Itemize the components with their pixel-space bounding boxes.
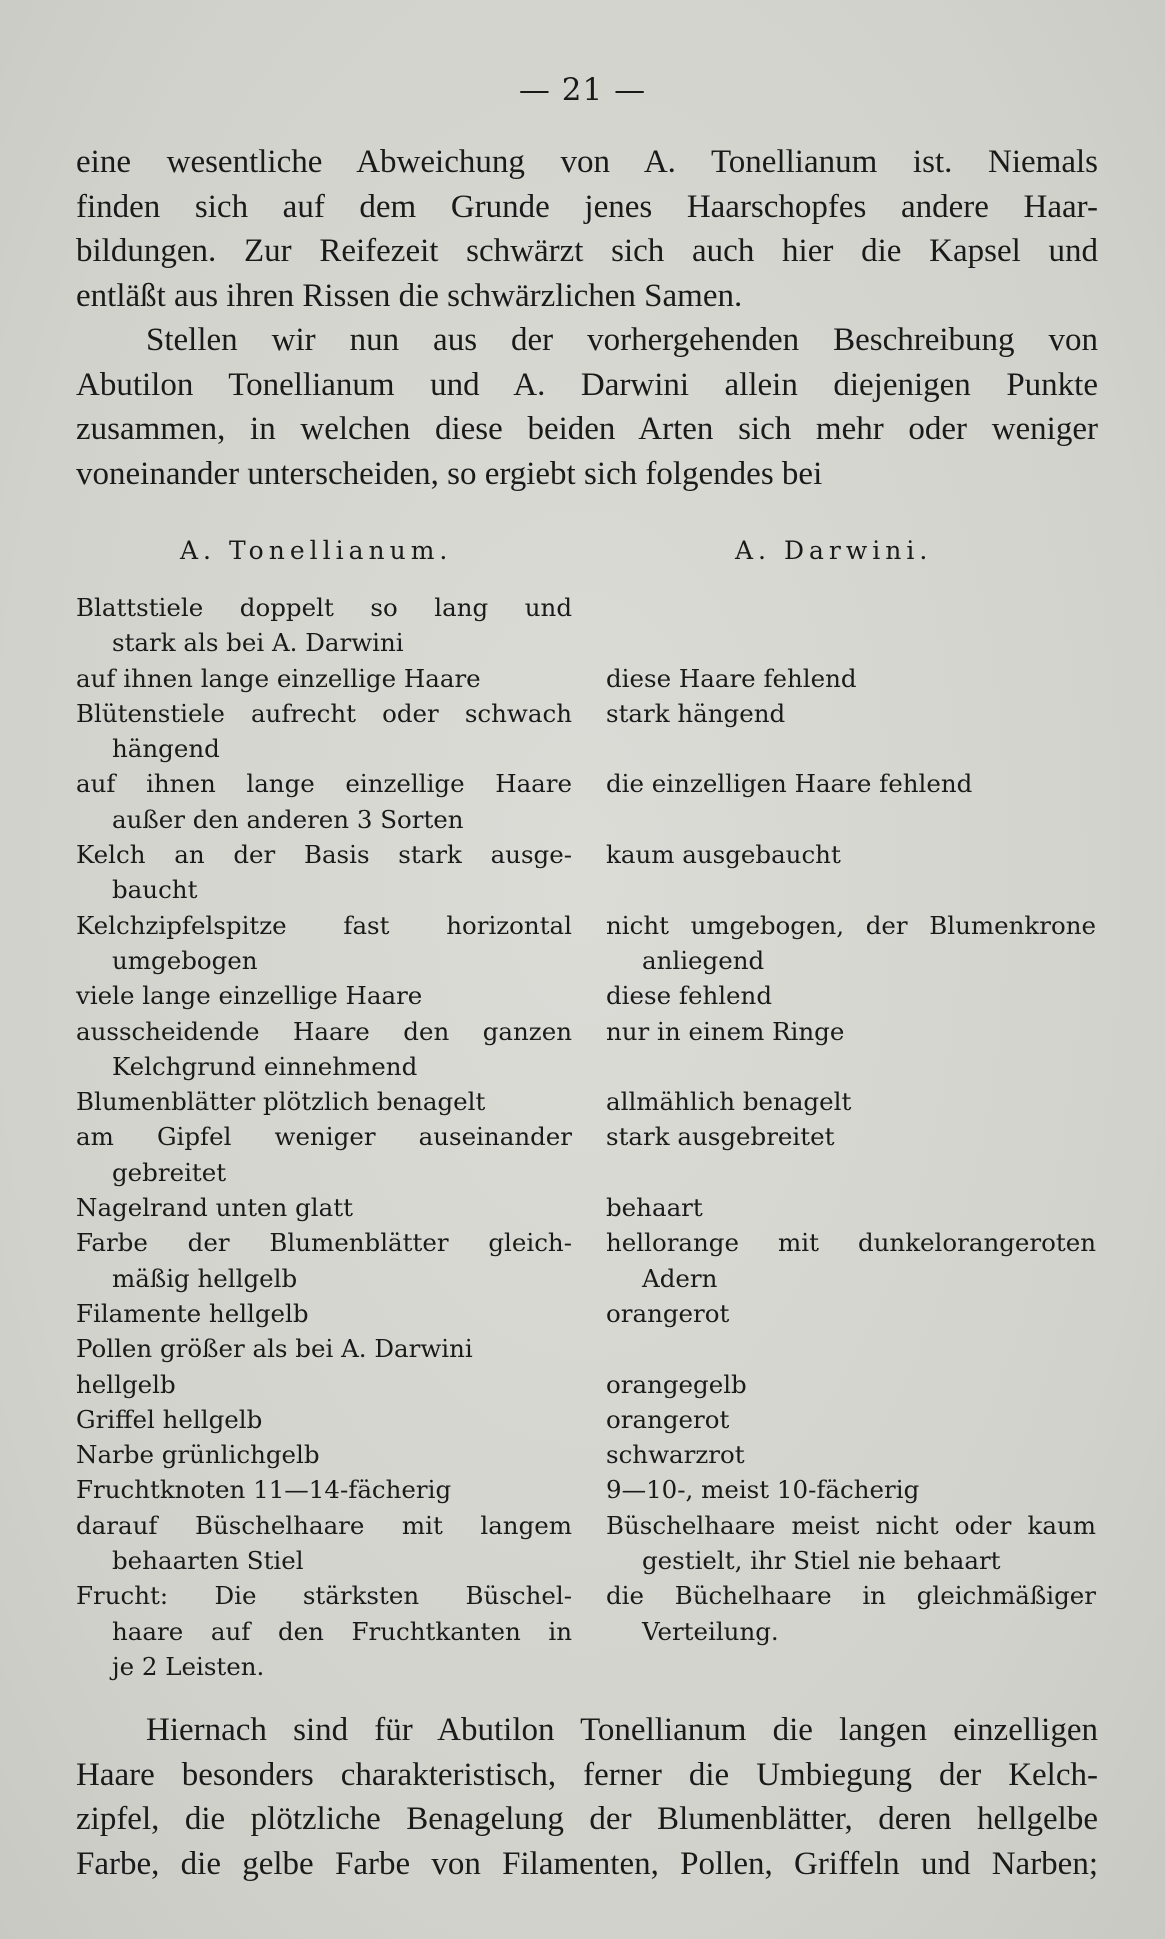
tonellianum-cell	[76, 1402, 572, 1437]
cell-line: 9—10-, meist 10-fächerig	[606, 1475, 920, 1505]
darwini-cell	[606, 1402, 1096, 1437]
tonellianum-cell	[76, 1508, 572, 1579]
right-column-heading: A. Darwini.	[735, 536, 933, 565]
cell-line: stark als bei A. Darwini	[112, 628, 404, 658]
tonellianum-cell	[76, 661, 572, 696]
comparison-row	[76, 1402, 1096, 1437]
comparison-row	[76, 1296, 1096, 1331]
cell-line: Frucht: Die stärksten Büschel-	[76, 1581, 572, 1611]
cell-line: diese Haare fehlend	[606, 663, 857, 693]
darwini-cell	[606, 1014, 1096, 1085]
cell-line: kaum ausgebaucht	[606, 840, 841, 870]
cell-line: anliegend	[642, 945, 765, 975]
text-line: voneinander unterscheiden, so ergiebt sich folgendes bei	[76, 455, 823, 492]
cell-line: die einzelligen Haare fehlend	[606, 769, 973, 799]
cell-line: Blattstiele doppelt so lang und	[76, 593, 572, 622]
tonellianum-cell	[76, 1472, 572, 1507]
comparison-row	[76, 1084, 1096, 1119]
text-line: Farbe, die gelbe Farbe von Filamenten, Pollen, Griffeln und Narben;	[76, 1845, 1098, 1882]
tonellianum-cell	[76, 1578, 572, 1684]
tonellianum-cell	[76, 1190, 572, 1225]
darwini-cell	[606, 1296, 1096, 1331]
darwini-cell	[606, 661, 1096, 696]
cell-line: orangerot	[606, 1298, 730, 1328]
tonellianum-cell	[76, 696, 572, 767]
cell-line: Nagelrand unten glatt	[76, 1193, 353, 1223]
cell-line: umgebogen	[112, 945, 258, 975]
comparison-row	[76, 1331, 1096, 1366]
comparison-row	[76, 837, 1096, 908]
cell-line: Filamente hellgelb	[76, 1298, 309, 1328]
cell-line: stark hängend	[606, 698, 786, 728]
cell-line: Kelchzipfelspitze fast horizontal	[76, 910, 572, 940]
tonellianum-cell	[76, 1014, 572, 1085]
darwini-cell	[606, 1084, 1096, 1119]
tonellianum-cell	[76, 1225, 572, 1296]
tonellianum-cell	[76, 1084, 572, 1119]
cell-line: hängend	[112, 734, 220, 764]
comparison-row	[76, 696, 1096, 767]
darwini-cell	[606, 1119, 1096, 1190]
cell-line: Büschelhaare meist nicht oder kaum	[606, 1510, 1096, 1540]
cell-line: behaart	[606, 1193, 703, 1223]
cell-line: diese fehlend	[606, 981, 773, 1011]
darwini-cell	[606, 1367, 1096, 1402]
comparison-row	[76, 590, 1096, 661]
comparison-row	[76, 1578, 1096, 1684]
cell-line: Narbe grünlichgelb	[76, 1440, 320, 1470]
comparison-row	[76, 1119, 1096, 1190]
cell-line: Blumenblätter plötzlich benagelt	[76, 1087, 486, 1117]
cell-line: je 2 Leisten.	[112, 1651, 265, 1681]
darwini-cell	[606, 1225, 1096, 1296]
comparison-row	[76, 661, 1096, 696]
cell-line: gebreitet	[112, 1157, 227, 1187]
cell-line: Pollen größer als bei A. Darwini	[76, 1334, 473, 1364]
comparison-row	[76, 1472, 1096, 1507]
darwini-cell	[606, 1508, 1096, 1579]
tonellianum-cell	[76, 908, 572, 979]
darwini-cell	[606, 837, 1096, 908]
comparison-row	[76, 908, 1096, 979]
comparison-row	[76, 1508, 1096, 1579]
cell-line: hellgelb	[76, 1369, 176, 1399]
cell-line: auf ihnen lange einzellige Haare	[76, 769, 572, 799]
darwini-cell	[606, 978, 1096, 1013]
text-line: Stellen wir nun aus der vorhergehenden Beschreibung von	[146, 322, 1098, 358]
darwini-cell	[606, 766, 1096, 837]
tonellianum-cell	[76, 1367, 572, 1402]
cell-line: nur in einem Ringe	[606, 1016, 845, 1046]
text-line: finden sich auf dem Grunde jenes Haarschopfes andere Haar-	[76, 188, 1098, 225]
text-line: bildungen. Zur Reifezeit schwärzt sich auch hier die Kapsel und	[76, 233, 1098, 269]
cell-line: behaarten Stiel	[112, 1546, 304, 1576]
left-column-heading: A. Tonellianum.	[180, 536, 453, 565]
closing-paragraph	[76, 1708, 1098, 1886]
comparison-row	[76, 1225, 1096, 1296]
text-line: zipfel, die plötzliche Benagelung der Blumenblätter, deren hellgelbe	[76, 1801, 1098, 1837]
cell-line: allmählich benagelt	[606, 1087, 852, 1117]
text-line: eine wesentliche Abweichung von A. Tonellianum ist. Niemals	[76, 144, 1098, 180]
cell-line: haare auf den Fruchtkanten in	[112, 1616, 572, 1646]
darwini-cell	[606, 1578, 1096, 1684]
cell-line: Fruchtknoten 11—14-fächerig	[76, 1475, 452, 1505]
tonellianum-cell	[76, 1437, 572, 1472]
cell-line: orangerot	[606, 1404, 730, 1434]
cell-line: viele lange einzellige Haare	[76, 981, 423, 1011]
cell-line: schwarzrot	[606, 1440, 745, 1470]
cell-line: Kelch an der Basis stark ausge-	[76, 840, 572, 870]
cell-line: hellorange mit dunkelorangeroten	[606, 1228, 1096, 1258]
cell-line: Kelchgrund einnehmend	[112, 1051, 418, 1081]
darwini-cell	[606, 1472, 1096, 1507]
comparison-table	[76, 590, 1096, 1684]
tonellianum-cell	[76, 590, 572, 661]
comparison-row	[76, 978, 1096, 1013]
cell-line: mäßig hellgelb	[112, 1263, 298, 1293]
comparison-intro-paragraph	[76, 318, 1098, 496]
comparison-row	[76, 1190, 1096, 1225]
cell-line: baucht	[112, 875, 198, 905]
page-number: — 21 —	[518, 72, 647, 108]
cell-line: außer den anderen 3 Sorten	[112, 804, 464, 834]
cell-line: die Büchelhaare in gleichmäßiger	[606, 1581, 1096, 1611]
text-line: zusammen, in welchen diese beiden Arten sich mehr oder weniger	[76, 411, 1098, 447]
cell-line: am Gipfel weniger auseinander	[76, 1122, 572, 1152]
text-line: Abutilon Tonellianum und A. Darwini allein diejenigen Punkte	[76, 366, 1098, 403]
darwini-cell	[606, 590, 1096, 661]
text-line: entläßt aus ihren Rissen die schwärzlichen Samen.	[76, 277, 743, 314]
darwini-cell	[606, 696, 1096, 767]
text-line: Hiernach sind für Abutilon Tonellianum die langen einzelligen	[146, 1712, 1098, 1748]
darwini-cell	[606, 1331, 1096, 1366]
cell-line: auf ihnen lange einzellige Haare	[76, 663, 481, 693]
comparison-row	[76, 1367, 1096, 1402]
comparison-row	[76, 1014, 1096, 1085]
comparison-row	[76, 766, 1096, 837]
intro-paragraph	[76, 140, 1098, 318]
cell-line: Adern	[642, 1263, 718, 1293]
cell-line: Verteilung.	[642, 1616, 779, 1646]
tonellianum-cell	[76, 1119, 572, 1190]
cell-line: darauf Büschelhaare mit langem	[76, 1510, 572, 1540]
cell-line: orangegelb	[606, 1369, 747, 1399]
cell-line: Farbe der Blumenblätter gleich-	[76, 1228, 572, 1258]
tonellianum-cell	[76, 766, 572, 837]
cell-line: Blütenstiele aufrecht oder schwach	[76, 698, 572, 728]
tonellianum-cell	[76, 1296, 572, 1331]
darwini-cell	[606, 908, 1096, 979]
tonellianum-cell	[76, 837, 572, 908]
darwini-cell	[606, 1437, 1096, 1472]
tonellianum-cell	[76, 978, 572, 1013]
cell-line: nicht umgebogen, der Blumenkrone	[606, 910, 1096, 940]
cell-line: ausscheidende Haare den ganzen	[76, 1016, 572, 1046]
comparison-row	[76, 1437, 1096, 1472]
darwini-cell	[606, 1190, 1096, 1225]
text-line: Haare besonders charakteristisch, ferner die Umbiegung der Kelch-	[76, 1756, 1098, 1793]
tonellianum-cell	[76, 1331, 572, 1366]
cell-line: stark ausgebreitet	[606, 1122, 835, 1152]
cell-line: Griffel hellgelb	[76, 1404, 263, 1434]
cell-line: gestielt, ihr Stiel nie behaart	[642, 1546, 1001, 1576]
